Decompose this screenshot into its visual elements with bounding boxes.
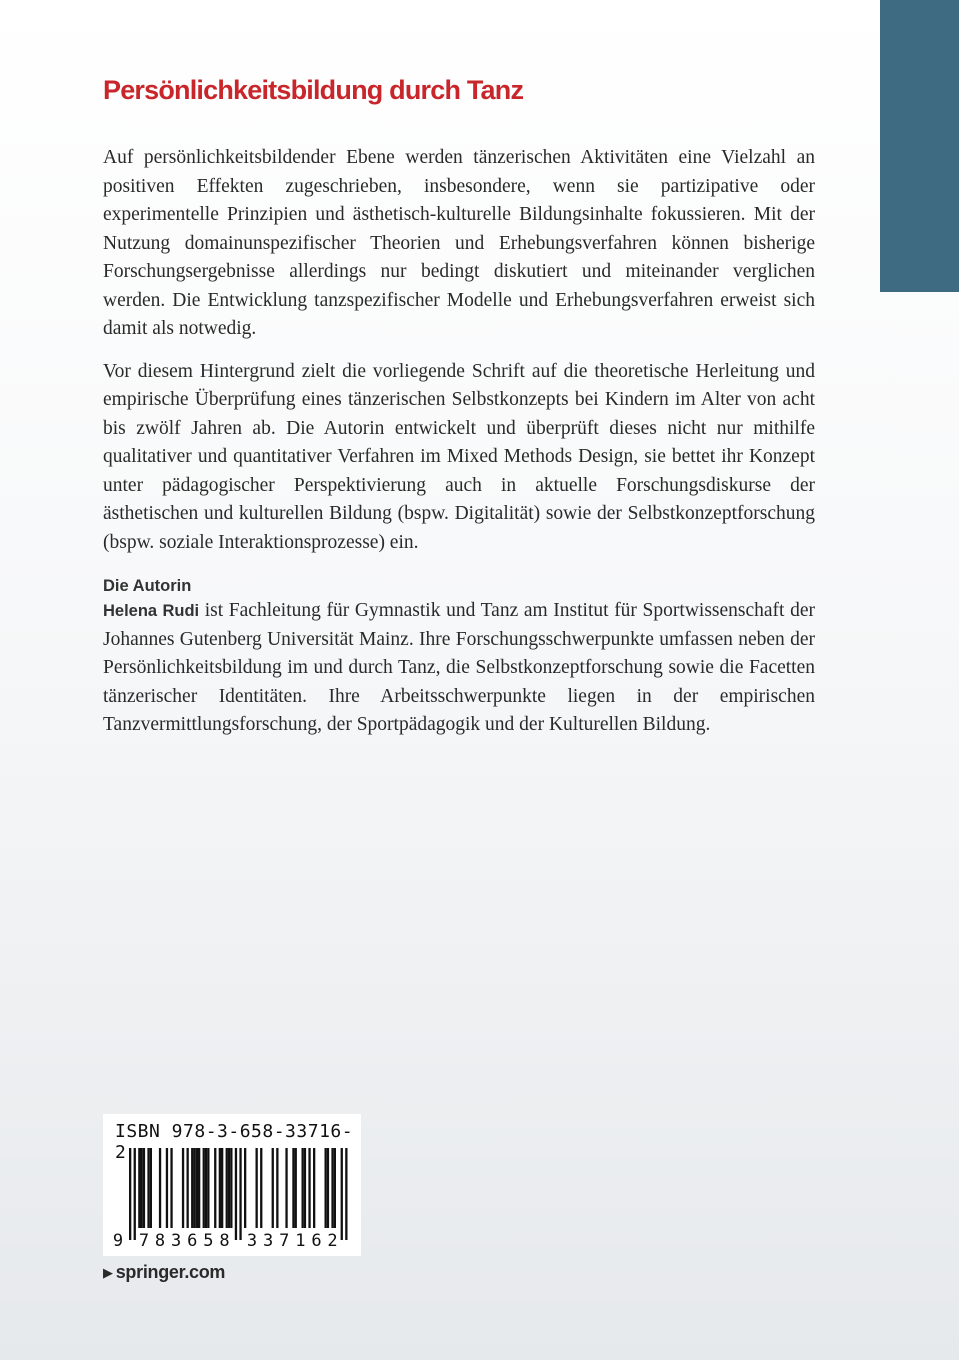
barcode-bar [239, 1148, 241, 1240]
barcode-digit: 3 [246, 1231, 258, 1250]
barcode-bar [256, 1148, 258, 1228]
barcode-digit: 2 [327, 1231, 338, 1250]
barcode-bar [304, 1148, 306, 1228]
barcode-bar [302, 1148, 304, 1228]
barcode-bar [285, 1148, 287, 1228]
description-paragraph-1: Auf persönlichkeitsbildender Ebene werden tänzerischen Aktivitäten eine Vielzahl an positiven Effekten zugeschrieben, insbesondere, wenn sie partizipative oder experimentelle Prinzipien und ästhetisch-kulturelle Bildungsinhalte fokussieren. Mit der Nutzung domainunspezifischer Theorien und Erhebungsverfahren können bisherige Forschungsergebnisse allerdings nur bedingt diskutiert und miteinander verglichen werden. Die Entwicklung tanzspezifischer Modelle und Erhebungsverfahren erweist sich damit als notwedig. [103, 147, 815, 339]
barcode-bar [182, 1148, 184, 1228]
barcode-bar [196, 1148, 198, 1228]
author-bio-text: ist Fachleitung für Gymnastik und Tanz am Institut für Sportwissenschaft der Johannes Gutenberg Universität Mainz. Ihre Forschungsschwerpunkte umfassen neben der Persönlichkeitsbildung im und durch Tanz, die Selbstkonzeptforschung sowie die Facetten tänzerischer Identitäten. Ihre Arbeitsschwerpunkte liegen in der empirischen Tanzvermittlungsforschung, der Sportpädagogik und der Kulturellen Bildung. [103, 600, 815, 735]
barcode-bar [308, 1148, 310, 1228]
barcode-bar [341, 1148, 343, 1240]
description-paragraph-2: Vor diesem Hintergrund zielt die vorliegende Schrift auf die theoretische Herleitung und empirische Überprüfung eines tänzerischen Selbstkonzepts bei Kindern im Alter von acht bis zwölf Jahren ab. Die Autorin entwickelt und überprüft dieses nicht nur mithilfe qualitativer und quantitativer Verfahren im Mixed Methods Design, sie bettet ihr Konzept unter pädagogischer Perspektivierung auch in aktuelle Forschungsdiskurse der ästhetischen und kulturellen Bildung (bspw. Digitalität) sowie der Selbstkonzeptforschung (bspw. soziale Interaktionsprozesse) ein. [103, 360, 815, 553]
barcode-bar [205, 1148, 207, 1228]
barcode-bar [191, 1148, 193, 1228]
barcode-digit: 3 [171, 1231, 182, 1250]
barcode-bar [147, 1148, 149, 1228]
barcode-bar [228, 1148, 230, 1228]
barcode-bar [198, 1148, 200, 1228]
barcode-digit: 7 [279, 1231, 290, 1250]
barcode-bar [313, 1148, 315, 1228]
author-bio [103, 597, 815, 740]
barcode-digit: 3 [263, 1231, 274, 1250]
barcode-digit: 5 [203, 1231, 214, 1250]
barcode-bar [295, 1148, 297, 1228]
isbn-label: ISBN 978-3-658-33716-2 [115, 1121, 354, 1163]
barcode-bar [150, 1148, 152, 1228]
barcode-bar [260, 1148, 262, 1228]
isbn-barcode [103, 1114, 361, 1256]
barcode-bar [193, 1148, 195, 1228]
barcode-bar [187, 1148, 189, 1228]
barcode-digit: 1 [295, 1231, 306, 1250]
barcode-bar [129, 1148, 131, 1240]
side-color-band [880, 0, 959, 292]
barcode-bar [292, 1148, 294, 1228]
barcode-bar [159, 1148, 161, 1228]
barcode-bar [166, 1148, 168, 1228]
barcode-bar [170, 1148, 172, 1228]
barcode-bar [219, 1148, 221, 1228]
barcode-digit: 8 [219, 1231, 230, 1250]
barcode-bar [334, 1148, 336, 1228]
barcode-digit: 6 [311, 1231, 322, 1250]
barcode-bar [134, 1148, 136, 1240]
barcode-bar [235, 1148, 237, 1240]
barcode-bar [226, 1148, 228, 1228]
publisher-link-text: springer.com [115, 1262, 226, 1282]
back-cover-text [103, 70, 815, 754]
book-title: Persönlichkeitsbildung durch Tanz [103, 75, 524, 105]
publisher-link[interactable] [103, 1262, 225, 1283]
barcode-graphic [103, 1148, 361, 1250]
barcode-bar [276, 1148, 278, 1228]
barcode-digit: 9 [112, 1231, 124, 1250]
barcode-bar [244, 1148, 246, 1228]
barcode-digit: 6 [187, 1231, 198, 1250]
barcode-bar [327, 1148, 329, 1228]
barcode-bar [325, 1148, 327, 1228]
barcode-bar [272, 1148, 274, 1228]
barcode-bar [230, 1148, 232, 1228]
barcode-bar [141, 1148, 143, 1228]
barcode-bar [203, 1148, 205, 1228]
barcode-digit: 7 [138, 1231, 150, 1250]
barcode-bar [143, 1148, 145, 1228]
barcode-bar [138, 1148, 140, 1228]
barcode-bar [207, 1148, 209, 1228]
play-arrow-icon: ▶ [103, 1265, 113, 1280]
author-heading: Die Autorin [103, 577, 192, 595]
barcode-bar [214, 1148, 216, 1228]
barcode-digit: 8 [154, 1231, 166, 1250]
barcode-bar [331, 1148, 333, 1228]
barcode-bar [221, 1148, 223, 1228]
barcode-bar [345, 1148, 347, 1240]
author-name: Helena Rudi [103, 602, 200, 620]
